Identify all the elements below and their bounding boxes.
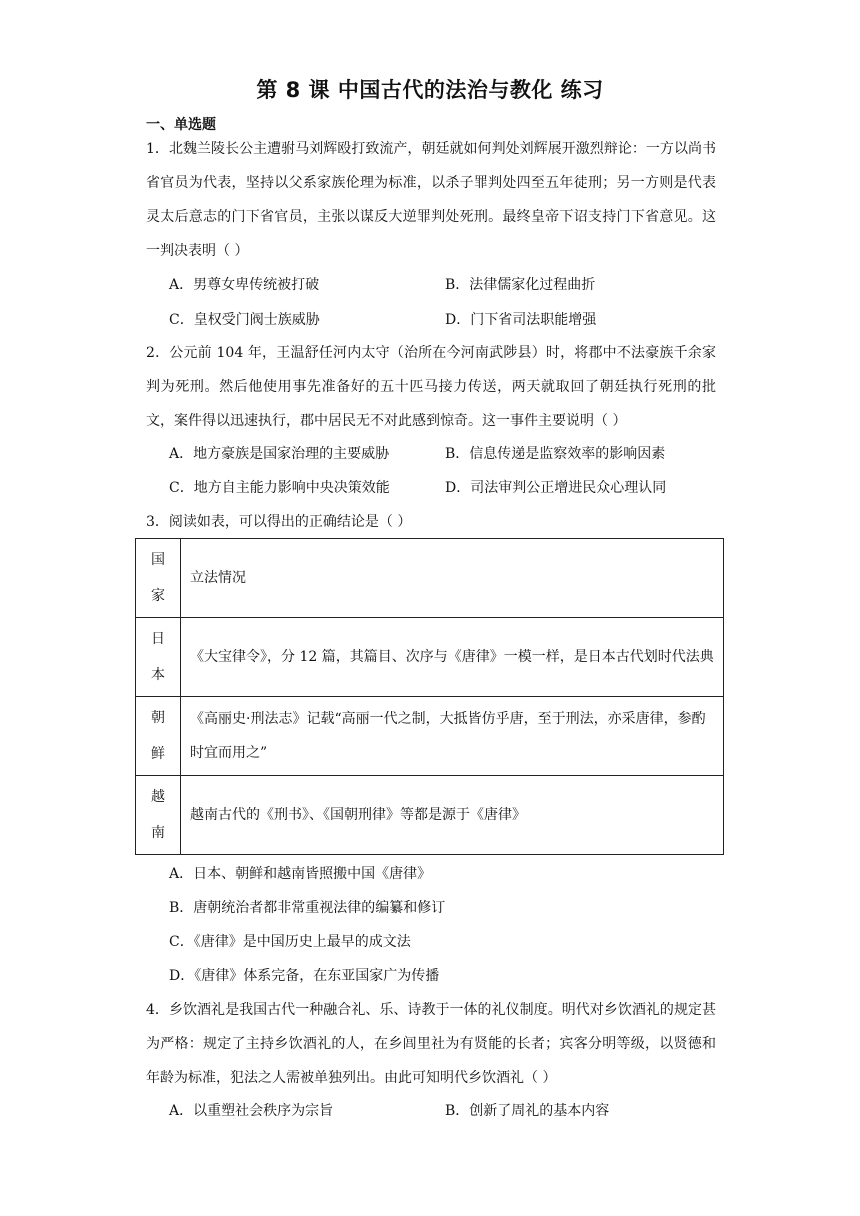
legislation-table	[135, 538, 724, 855]
table-cell-country: 朝 鲜	[136, 697, 181, 776]
question-1-stem: 1．北魏兰陵长公主遭驸马刘辉殴打致流产，朝廷就如何判处刘辉展开激烈辩论：一方以尚书省官员为代表，坚持以父系家族伦理为标准，以杀子罪判处四至五年徒刑；另一方则是代表灵太后意志的门下省官员，主张以谋反大逆罪判处死刑。最终皇帝下诏支持门下省意见。这一判决表明（ ）	[146, 141, 716, 259]
question-4-stem: 4．乡饮酒礼是我国古代一种融合礼、乐、诗教于一体的礼仪制度。明代对乡饮酒礼的规定甚为严格：规定了主持乡饮酒礼的人，在乡闾里社为有贤能的长者；宾客分明等级，以贤德和年龄为标准，犯法之人需被单独列出。由此可知明代乡饮酒礼（ ）	[146, 1002, 716, 1086]
table-cell-content: 《高丽史·刑法志》记载“高丽一代之制，大抵皆仿乎唐，至于刑法，亦采唐律，参酌时宜而用之”	[181, 697, 724, 776]
question-1-option-a[interactable]: A．男尊女卑传统被打破	[169, 277, 320, 293]
question-2-option-b[interactable]: B．信息传递是监察效率的影响因素	[445, 446, 666, 462]
section-heading: 一、单选题	[146, 117, 216, 133]
table-cell-country: 日 本	[136, 618, 181, 697]
question-1-option-c[interactable]: C．皇权受门阀士族威胁	[169, 312, 320, 328]
question-3-option-a[interactable]: A．日本、朝鲜和越南皆照搬中国《唐律》	[169, 866, 432, 882]
question-4-option-a[interactable]: A．以重塑社会秩序为宗旨	[169, 1103, 334, 1119]
question-3-option-d[interactable]: D．《唐律》体系完备，在东亚国家广为传播	[169, 968, 440, 984]
question-2-option-a[interactable]: A．地方豪族是国家治理的主要威胁	[169, 446, 390, 462]
table-cell-country: 越 南	[136, 776, 181, 855]
table-cell-content: 越南古代的《刑书》、《国朝刑律》等都是源于《唐律》	[181, 776, 724, 855]
page-title: 第 8 课 中国古代的法治与教化 练习	[256, 78, 604, 102]
question-2-stem: 2．公元前 104 年，王温舒任河内太守（治所在今河南武陟县）时，将郡中不法豪族千余家判为死刑。然后他使用事先准备好的五十匹马接力传送，两天就取回了朝廷执行死刑的批文，案件得以迅速执行，郡中居民无不对此感到惊奇。这一事件主要说明（ ）	[146, 345, 716, 429]
question-1-option-b[interactable]: B．法律儒家化过程曲折	[445, 277, 596, 293]
table-header-row	[136, 539, 724, 618]
question-3-option-c[interactable]: C．《唐律》是中国历史上最早的成文法	[169, 934, 411, 950]
table-row	[136, 618, 724, 697]
question-2-option-c[interactable]: C．地方自主能力影响中央决策效能	[169, 480, 390, 496]
table-row	[136, 776, 724, 855]
table-header-content: 立法情况	[181, 539, 724, 618]
table-header-country: 国 家	[136, 539, 181, 618]
question-1-option-d[interactable]: D．门下省司法职能增强	[445, 312, 597, 328]
question-2-option-d[interactable]: D．司法审判公正增进民众心理认同	[445, 480, 667, 496]
question-3-option-b[interactable]: B．唐朝统治者都非常重视法律的编纂和修订	[169, 900, 446, 916]
table-row	[136, 697, 724, 776]
table-cell-content: 《大宝律令》，分 12 篇，其篇目、次序与《唐律》一模一样，是日本古代划时代法典	[181, 618, 724, 697]
question-4-option-b[interactable]: B．创新了周礼的基本内容	[445, 1103, 610, 1119]
question-3-stem: 3．阅读如表，可以得出的正确结论是（ ）	[146, 514, 412, 530]
